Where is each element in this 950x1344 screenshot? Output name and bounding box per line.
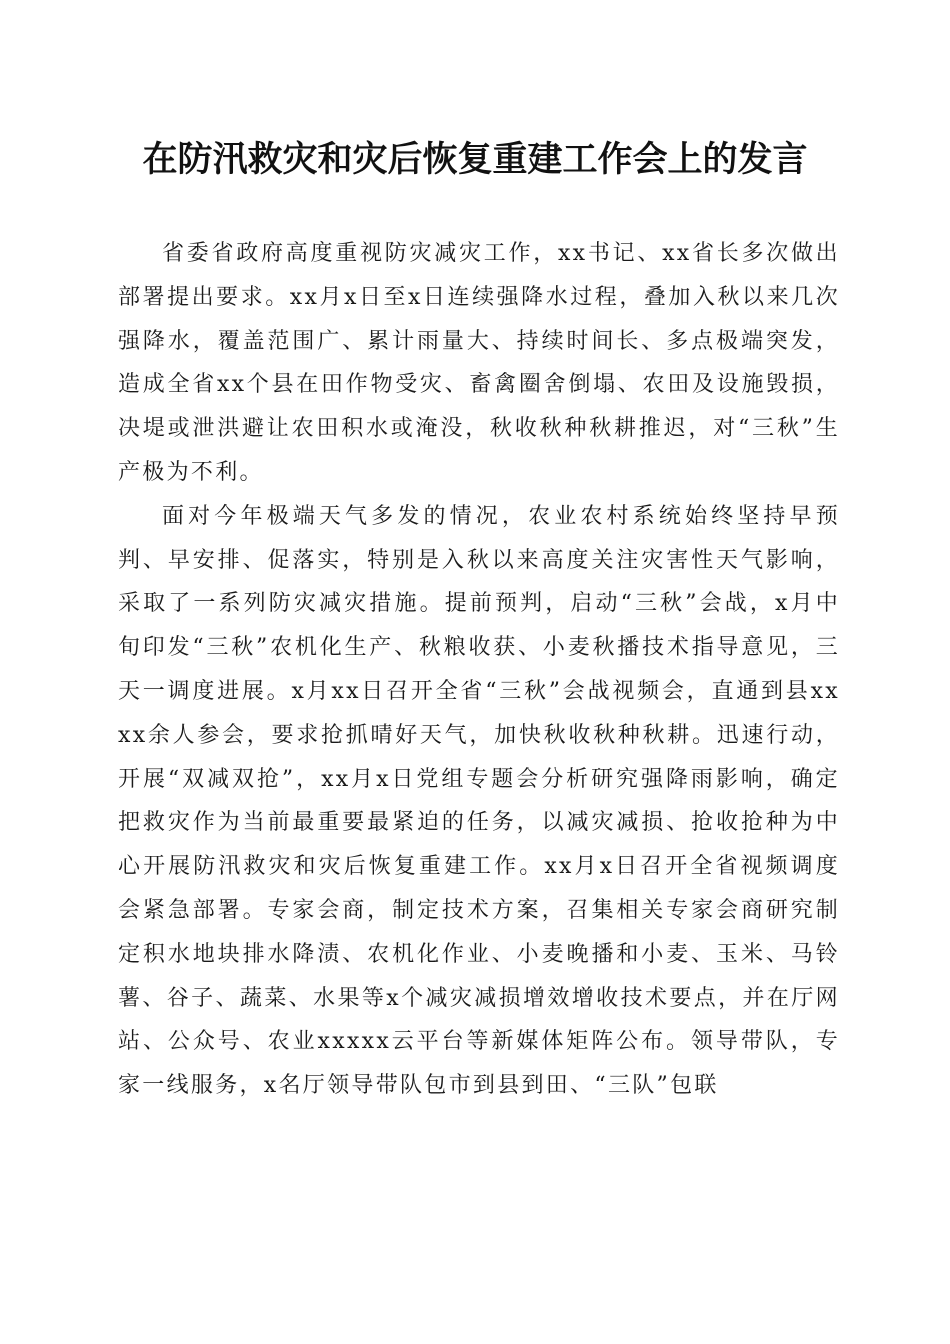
- paragraph-2: 面对今年极端天气多发的情况，农业农村系统始终坚持早预判、早安排、促落实，特别是入秋以来高度关注灾害性天气影响，采取了一系列防灾减灾措施。提前预判，启动“三秋”会战，x月中旬印发“三秋”农机化生产、秋粮收获、小麦秋播技术指导意见，三天一调度进展。x月xx日召开全省“三秋”会战视频会，直通到县xxxx余人参会，要求抢抓晴好天气，加快秋收秋种秋耕。迅速行动，开展“双减双抢”，xx月x日党组专题会分析研究强降雨影响，确定把救灾作为当前最重要最紧迫的任务，以减灾减损、抢收抢种为中心开展防汛救灾和灾后恢复重建工作。xx月x日召开全省视频调度会紧急部署。专家会商，制定技术方案，召集相关专家会商研究制定积水地块排水降渍、农机化作业、小麦晚播和小麦、玉米、马铃薯、谷子、蔬菜、水果等x个减灾减损增效增收技术要点，并在厅网站、公众号、农业xxxxx云平台等新媒体矩阵公布。领导带队，专家一线服务，x名厅领导带队包市到县到田、“三队”包联: [118, 503, 840, 1099]
- paragraph-1: 省委省政府高度重视防灾减灾工作，xx书记、xx省长多次做出部署提出要求。xx月x日至x日连续强降水过程，叠加入秋以来几次强降水，覆盖范围广、累计雨量大、持续时间长、多点极端突发，造成全省xx个县在田作物受灾、畜禽圈舍倒塌、农田及设施毁损，决堤或泄洪避让农田积水或淹没，秋收秋种秋耕推迟，对“三秋”生产极为不利。: [118, 241, 840, 485]
- document-title: 在防汛救灾和灾后恢复重建工作会上的发言: [142, 139, 808, 180]
- document-body: [118, 232, 840, 1108]
